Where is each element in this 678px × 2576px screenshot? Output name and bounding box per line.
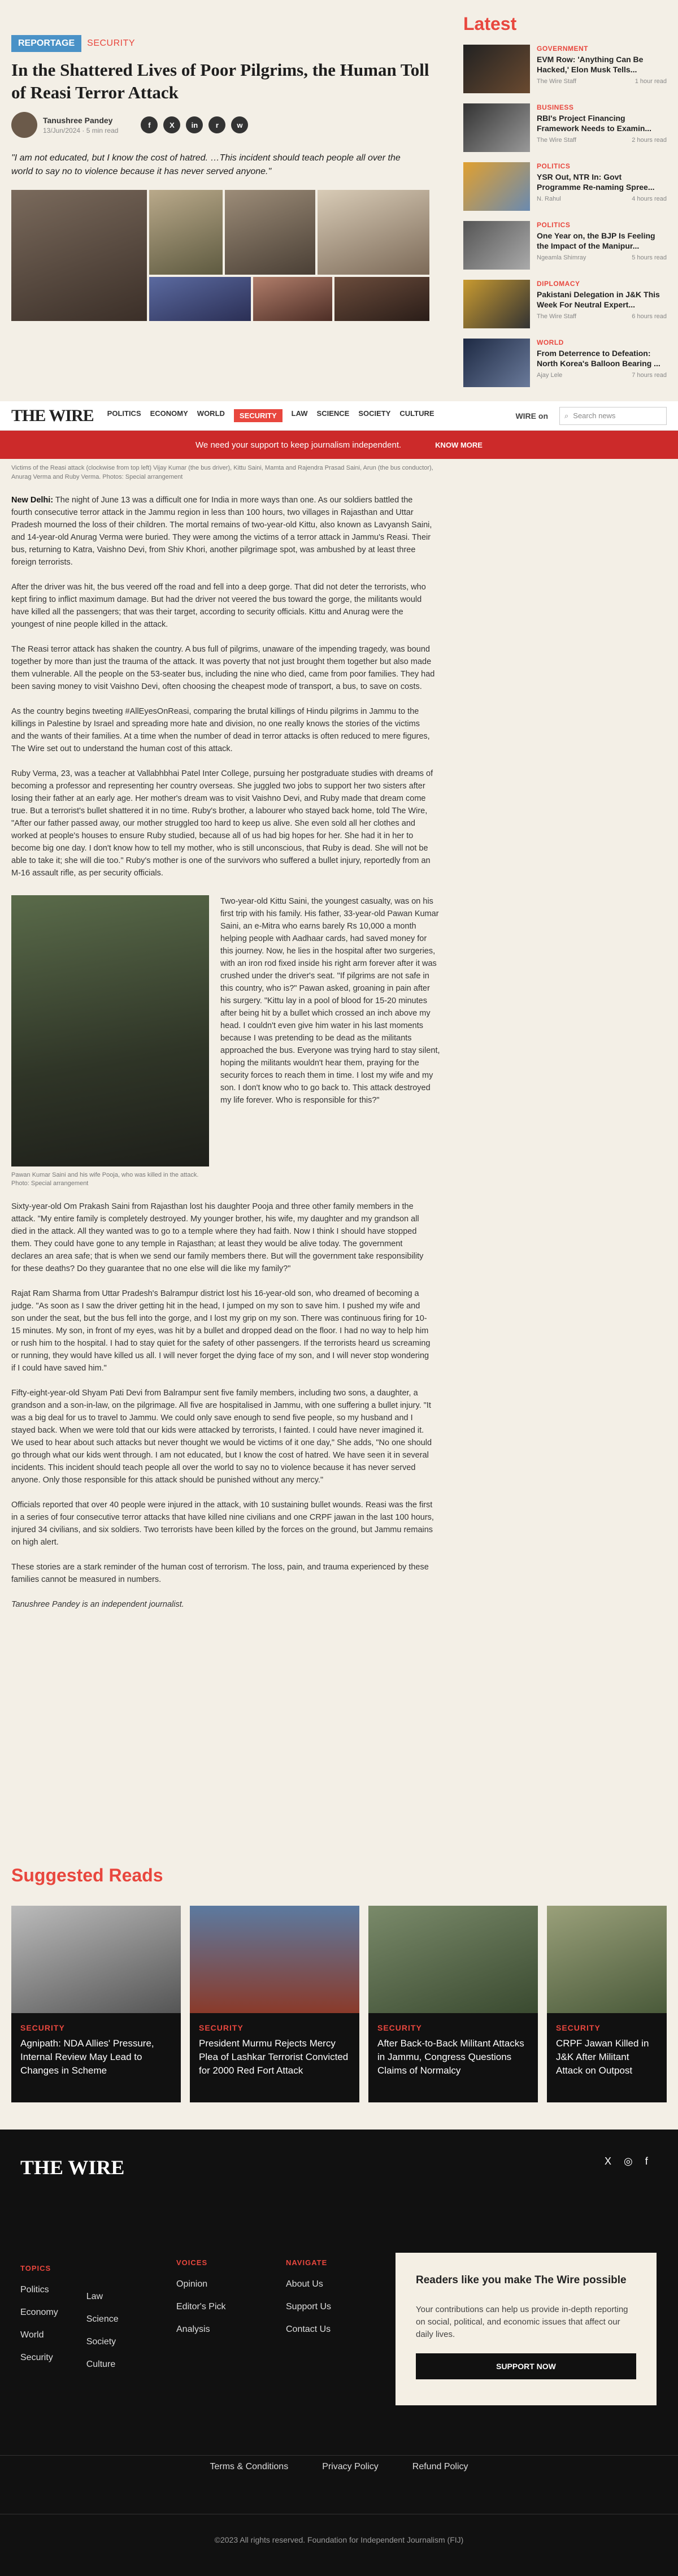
news-thumbnail bbox=[463, 339, 530, 387]
card-image bbox=[11, 1906, 181, 2013]
publish-date: 13/Jun/2024 bbox=[43, 126, 81, 135]
news-time: 5 hours read bbox=[632, 254, 667, 261]
news-category: POLITICS bbox=[537, 221, 571, 229]
suggested-card[interactable] bbox=[11, 1906, 181, 2102]
card-title[interactable]: Agnipath: NDA Allies' Pressure, Internal Review May Lead to Changes in Scheme bbox=[20, 2038, 154, 2076]
support-now-button[interactable]: SUPPORT NOW bbox=[416, 2353, 636, 2379]
news-category: WORLD bbox=[537, 339, 564, 346]
news-item[interactable] bbox=[463, 162, 667, 211]
topics-heading: TOPICS bbox=[20, 2264, 51, 2273]
copyright: ©2023 All rights reserved. Foundation for Independent Journalism (FIJ) bbox=[214, 2535, 464, 2544]
nav-economy[interactable]: ECONOMY bbox=[150, 409, 188, 418]
news-item[interactable] bbox=[463, 339, 667, 387]
news-author: The Wire Staff bbox=[537, 78, 577, 85]
footer-link[interactable]: Law bbox=[86, 2292, 103, 2301]
whatsapp-share-icon[interactable]: w bbox=[231, 116, 248, 133]
card-image bbox=[190, 1906, 359, 2013]
latest-sidebar bbox=[463, 0, 667, 387]
paragraph: Sixty-year-old Om Prakash Saini from Rajasthan lost his daughter Pooja and three other family members in the attack. "My entire family is completely destroyed. My younger brother, his wife, my daughter and my grandson all died in the attack. All they wanted was to go to a temple where they had faith. Now I think I should have stopped them. They could have gone to any temple in Rajasthan; at least they would be alive today. The government declares an area safe; that is when we send our family members there. But will the government take responsibility for these deaths? Do they guarantee that no one else will die like my family?" bbox=[11, 1202, 424, 1273]
read-time: 5 min read bbox=[86, 126, 119, 135]
terms-link[interactable]: Terms & Conditions bbox=[210, 2462, 289, 2471]
card-title[interactable]: President Murmu Rejects Mercy Plea of Lashkar Terrorist Convicted for 2000 Red Fort Attack bbox=[199, 2038, 349, 2076]
news-time: 7 hours read bbox=[632, 372, 667, 379]
news-title[interactable]: EVM Row: 'Anything Can Be Hacked,' Elon Musk Tells... bbox=[537, 55, 644, 74]
footer-link[interactable]: Analysis bbox=[176, 2325, 210, 2334]
suggested-reads bbox=[0, 1865, 678, 2076]
privacy-link[interactable]: Privacy Policy bbox=[322, 2462, 379, 2471]
author-bio: Tanushree Pandey is an independent journalist. bbox=[11, 1600, 184, 1609]
paragraph: Officials reported that over 40 people were injured in the attack, with 10 sustaining bullet wounds. Reasi was the first in a series of four consecutive terror attacks that have killed nine civilians and one CRPF jawan in the last 100 hours, injured 34 civilians, and six soldiers. Two terrorists have been killed by the forces on the ground, but Jammu remains on high alert. bbox=[11, 1501, 434, 1547]
refund-link[interactable]: Refund Policy bbox=[412, 2462, 468, 2471]
paragraph: Two-year-old Kittu Saini, the youngest casualty, was on his first trip with his family. His father, 33-year-old Pawan Kumar Saini, an e-Mitra who earns barely Rs 10,000 a month helping people with Aadhaar cards, had saved money for this journey. Now, he lies in the hospital after two surgeries, with an iron rod fixed inside his right arm forever after it was crushed under the driver's seat. "If pilgrims are not safe in this country, who is?" Pawan asked, groaning in pain after his surgery. "Kittu lay in a pool of blood for 15-20 minutes after being hit by a bullet which crossed an inch above my head. I couldn't even give him water in his last moments because I was pretending to be dead as the militants approached the bus. Everyone was trying hard to stay silent, hoping the militants wouldn't hear them, praying for the security forces to reach them in time. I lost my wife and my son. I don't know who to go back to. This attack destroyed my life forever. Who is responsible for this?" bbox=[220, 897, 440, 1105]
suggested-card[interactable] bbox=[190, 1906, 359, 2102]
footer-link[interactable]: World bbox=[20, 2330, 44, 2340]
search-icon: ⌕ bbox=[564, 411, 569, 420]
nav-security[interactable]: SECURITY bbox=[234, 409, 282, 422]
author-avatar bbox=[11, 112, 37, 138]
paragraph: Fifty-eight-year-old Shyam Pati Devi from Balrampur sent five family members, including two sons, a daughter, a grandson and a son-in-law, on the pilgrimage. All five are hospitalised in Jammu, with one suffering a bullet injury. "It was a big deal for us to travel to Jammu. We could only save enough to send five people, so my husband and I stayed back. When we were told that our kids were attacked by terrorists, I fainted. I could have never imagined it. We used to hear about such attacks but never thought we would be victims of it one day," She adds, "No one should go through what our kids went through. I am not educated, but I know the cost of hatred. We have seen it in several incidents. This incident should teach people all over the world to say no to violence because it has never served anyone. Only those responsible for this attack should be punished without any mercy." bbox=[11, 1389, 432, 1485]
footer-link[interactable]: Security bbox=[20, 2353, 53, 2362]
wire-on-link[interactable]: WIRE on bbox=[515, 411, 548, 420]
photo-caption: Pawan Kumar Saini and his wife Pooja, who was killed in the attack. Photo: Special arrangement bbox=[11, 1172, 199, 1187]
latest-heading: Latest bbox=[463, 14, 517, 34]
card-category: SECURITY bbox=[199, 2023, 244, 2032]
news-category: GOVERNMENT bbox=[537, 45, 589, 53]
voices-heading: VOICES bbox=[176, 2258, 208, 2267]
victims-collage bbox=[11, 190, 429, 321]
news-category: BUSINESS bbox=[537, 103, 574, 111]
nav-law[interactable]: LAW bbox=[291, 409, 308, 418]
search-box[interactable] bbox=[559, 407, 667, 425]
site-navbar bbox=[0, 401, 678, 431]
linkedin-share-icon[interactable]: in bbox=[186, 116, 203, 133]
news-author: The Wire Staff bbox=[537, 313, 577, 320]
suggested-card[interactable] bbox=[547, 1906, 667, 2102]
support-banner bbox=[0, 431, 678, 459]
author-name[interactable]: Tanushree Pandey bbox=[43, 115, 113, 125]
nav-culture[interactable]: CULTURE bbox=[399, 409, 434, 418]
news-title[interactable]: RBI's Project Financing Framework Needs to Examin... bbox=[537, 114, 652, 133]
suggested-heading: Suggested Reads bbox=[11, 1865, 163, 1885]
site-logo[interactable]: THE WIRE bbox=[11, 406, 94, 425]
article: REPORTAGE SECURITY In the Shattered Lives of Poor Pilgrims, the Human Toll of Reasi Terror Attack Tanushree Pandey 13/Jun/2024 · 5 min read f X in r w "I am not educated, but I know the cost of hatred. …This incident should teach people all over the world to say no to violence because it has never served anyone." bbox=[0, 0, 452, 321]
news-thumbnail bbox=[463, 221, 530, 270]
news-item[interactable] bbox=[463, 280, 667, 328]
nav-politics[interactable]: POLITICS bbox=[107, 409, 141, 418]
news-item[interactable] bbox=[463, 103, 667, 152]
support-text: Your contributions can help us provide in-depth reporting on social, political, and economic issues that affect our daily lives. bbox=[416, 2305, 628, 2339]
footer-link[interactable]: Politics bbox=[20, 2285, 49, 2295]
nav-society[interactable]: SOCIETY bbox=[358, 409, 391, 418]
pull-quote: "I am not educated, but I know the cost of hatred. …This incident should teach people all over the world to say no to violence because it has never served anyone." bbox=[11, 153, 401, 176]
paragraph: Ruby Verma, 23, was a teacher at Vallabhbhai Patel Inter College, pursuing her postgraduate studies with dreams of becoming a professor and representing her country overseas. She juggled two jobs to support her two sisters after losing their father at an early age. Her mother's dream was to visit Vaishno Devi, and Ruby made that dream come true. But a terrorist's bullet shattered it in no time. Ruby's brother, a labourer who stayed back home, told The Wire, "After our father passed away, our mother struggled too hard to keep us alive. She even sold all her clothes and worked at people's houses to ensure Ruby studied, because all of us had big hopes for her. She had it in her to become big one day. I don't know how to tell my mother, who is still unconscious, that Ruby is dead. She will not be able to take it; she will die too." Ruby's mother is one of the survivors who suffered a bullet injury, reportedly from an M-16 assault rifle, as per security officials. bbox=[11, 769, 433, 878]
x-icon[interactable]: X bbox=[605, 2156, 612, 2167]
reddit-share-icon[interactable]: r bbox=[208, 116, 225, 133]
site-footer bbox=[0, 2130, 678, 2576]
news-time: 2 hours read bbox=[632, 137, 667, 144]
footer-link[interactable]: Science bbox=[86, 2314, 119, 2324]
footer-link[interactable]: Support Us bbox=[286, 2302, 332, 2312]
footer-link[interactable]: Opinion bbox=[176, 2279, 208, 2289]
news-author: The Wire Staff bbox=[537, 137, 577, 144]
card-category: SECURITY bbox=[377, 2023, 422, 2032]
news-author: N. Rahul bbox=[537, 196, 561, 202]
card-category: SECURITY bbox=[20, 2023, 65, 2032]
news-author: Ngeamla Shimray bbox=[537, 254, 586, 261]
news-thumbnail bbox=[463, 45, 530, 93]
know-more-link[interactable]: KNOW MORE bbox=[435, 440, 483, 449]
paragraph: These stories are a stark reminder of the human cost of terrorism. The loss, pain, and trauma experienced by these families cannot be measured in numbers. bbox=[11, 1563, 429, 1584]
card-title[interactable]: CRPF Jawan Killed in J&K After Militant Attack on Outpost bbox=[556, 2038, 649, 2076]
suggested-card[interactable] bbox=[368, 1906, 538, 2102]
x-share-icon[interactable]: X bbox=[163, 116, 180, 133]
card-image bbox=[547, 1906, 667, 2013]
support-title: Readers like you make The Wire possible bbox=[416, 2274, 627, 2286]
navigate-heading: NAVIGATE bbox=[286, 2258, 328, 2267]
paragraph: As the country begins tweeting #AllEyesOnReasi, comparing the brutal killings of Hindu pilgrims in Jammu to the killings in Palestine by Israel and spreading more hate and division, no one really knows the stories of the victims and the wants of their families. At a time when the number of dead in terror attacks is often reduced to mere figures, The Wire set out to understand the human cost of this attack. bbox=[11, 707, 430, 753]
news-title[interactable]: Pakistani Delegation in J&K This Week For Neutral Expert... bbox=[537, 290, 660, 309]
collage-caption: Victims of the Reasi attack (clockwise from top left) Vijay Kumar (the bus driver), Kittu Saini, Mamta and Rajendra Prasad Saini, Arun (the bus conductor), Anurag Verma and Ruby Verma. Photos: Special arrangement bbox=[11, 465, 433, 480]
card-title[interactable]: After Back-to-Back Militant Attacks in Jammu, Congress Questions Claims of Normalcy bbox=[377, 2038, 524, 2076]
footer-link[interactable]: Economy bbox=[20, 2308, 58, 2317]
article-headline: In the Shattered Lives of Poor Pilgrims, the Human Toll of Reasi Terror Attack bbox=[11, 60, 429, 102]
card-category: SECURITY bbox=[556, 2023, 601, 2032]
pawan-pooja-photo bbox=[11, 895, 209, 1166]
nav-science[interactable]: SCIENCE bbox=[316, 409, 350, 418]
paragraph: Rajat Ram Sharma from Uttar Pradesh's Balrampur district lost his 16-year-old son, who dreamed of becoming a judge. "As soon as I saw the driver getting hit in the head, I jumped on my son to save him. I pushed my wife and son under the seat, but the bus fell into the gorge, and I lost my grip on my son. There was continuous firing for 10-15 minutes. My son, in front of my eyes, was hit by a bullet and dropped dead on the floor. I had no way to help him or rush him to the hospital. I had to stay quiet for the safety of other passengers. If the terrorists heard us screaming or running, they would have killed us all. I will never forget the dying face of my son, and I will never stop wondering if I could have saved him." bbox=[11, 1289, 431, 1373]
news-item[interactable] bbox=[463, 45, 667, 93]
footer-link[interactable]: About Us bbox=[286, 2279, 323, 2289]
news-time: 1 hour read bbox=[634, 78, 667, 85]
search-input[interactable]: Search news bbox=[573, 411, 616, 420]
facebook-share-icon[interactable]: f bbox=[141, 116, 158, 133]
paragraph: The Reasi terror attack has shaken the country. A bus full of pilgrims, unaware of the impending tragedy, was bound together by more than just the trauma of the attack. It was poverty that not just brought them together but also made them vulnerable. All the people on the 53-seater bus, including the nine who died, came from poor families. They had been saving money to visit Vaishno Devi, often choosing the cheapest mode of transport, a bus, to save on costs. bbox=[11, 645, 435, 691]
news-thumbnail bbox=[463, 103, 530, 152]
news-time: 6 hours read bbox=[632, 313, 667, 320]
news-category: POLITICS bbox=[537, 162, 571, 170]
news-category: DIPLOMACY bbox=[537, 280, 580, 288]
footer-logo[interactable]: THE WIRE bbox=[20, 2156, 125, 2179]
footer-link[interactable]: Editor's Pick bbox=[176, 2302, 226, 2312]
paragraph: The night of June 13 was a difficult one for India in more ways than one. As our soldiers battled the fourth consecutive terror attack in the Jammu region in less than 100 hours, two villages in Rajasthan and Uttar Pradesh mourned the loss of their children. The mortal remains of two-year-old Kittu, also known as Lavyansh Saini, and 14-year-old Anurag Verma were buried. They were among the victims of a terror attack in Jammu's Reasi. Their bus, returning to Katra, Vaishno Devi, from Shiv Khori, another pilgrimage spot, was ambushed by at least three foreign terrorists. bbox=[11, 496, 432, 567]
news-title[interactable]: From Deterrence to Defeation: North Korea's Balloon Bearing ... bbox=[537, 349, 660, 368]
news-item[interactable] bbox=[463, 221, 667, 270]
paragraph: After the driver was hit, the bus veered off the road and fell into a deep gorge. That did not deter the terrorists, who kept firing to inflict maximum damage. But had the driver not veered the bus toward the gorge, the militants would have killed all the passengers; that was their target, according to security officials. Kittu and Anurag were the youngest of nine people killed in the attack. bbox=[11, 583, 426, 629]
footer-link[interactable]: Culture bbox=[86, 2360, 116, 2369]
news-thumbnail bbox=[463, 280, 530, 328]
nav-world[interactable]: WORLD bbox=[197, 409, 225, 418]
news-thumbnail bbox=[463, 162, 530, 211]
news-title[interactable]: YSR Out, NTR In: Govt Programme Re-naming Spree... bbox=[537, 172, 655, 192]
facebook-icon[interactable]: f bbox=[645, 2156, 648, 2167]
dateline: New Delhi: bbox=[11, 496, 54, 505]
footer-link[interactable]: Contact Us bbox=[286, 2325, 331, 2334]
news-author: Ajay Lele bbox=[537, 372, 563, 379]
article-body bbox=[11, 463, 441, 1611]
footer-link[interactable]: Society bbox=[86, 2337, 116, 2347]
support-box bbox=[395, 2253, 657, 2405]
card-image bbox=[368, 1906, 538, 2013]
tag-reportage[interactable]: REPORTAGE bbox=[11, 35, 81, 52]
instagram-icon[interactable]: ◎ bbox=[624, 2156, 633, 2167]
news-title[interactable]: One Year on, the BJP Is Feeling the Impact of the Manipur... bbox=[537, 231, 655, 250]
news-time: 4 hours read bbox=[632, 196, 667, 202]
tag-security[interactable]: SECURITY bbox=[87, 38, 136, 48]
banner-text: We need your support to keep journalism independent. bbox=[195, 440, 402, 450]
